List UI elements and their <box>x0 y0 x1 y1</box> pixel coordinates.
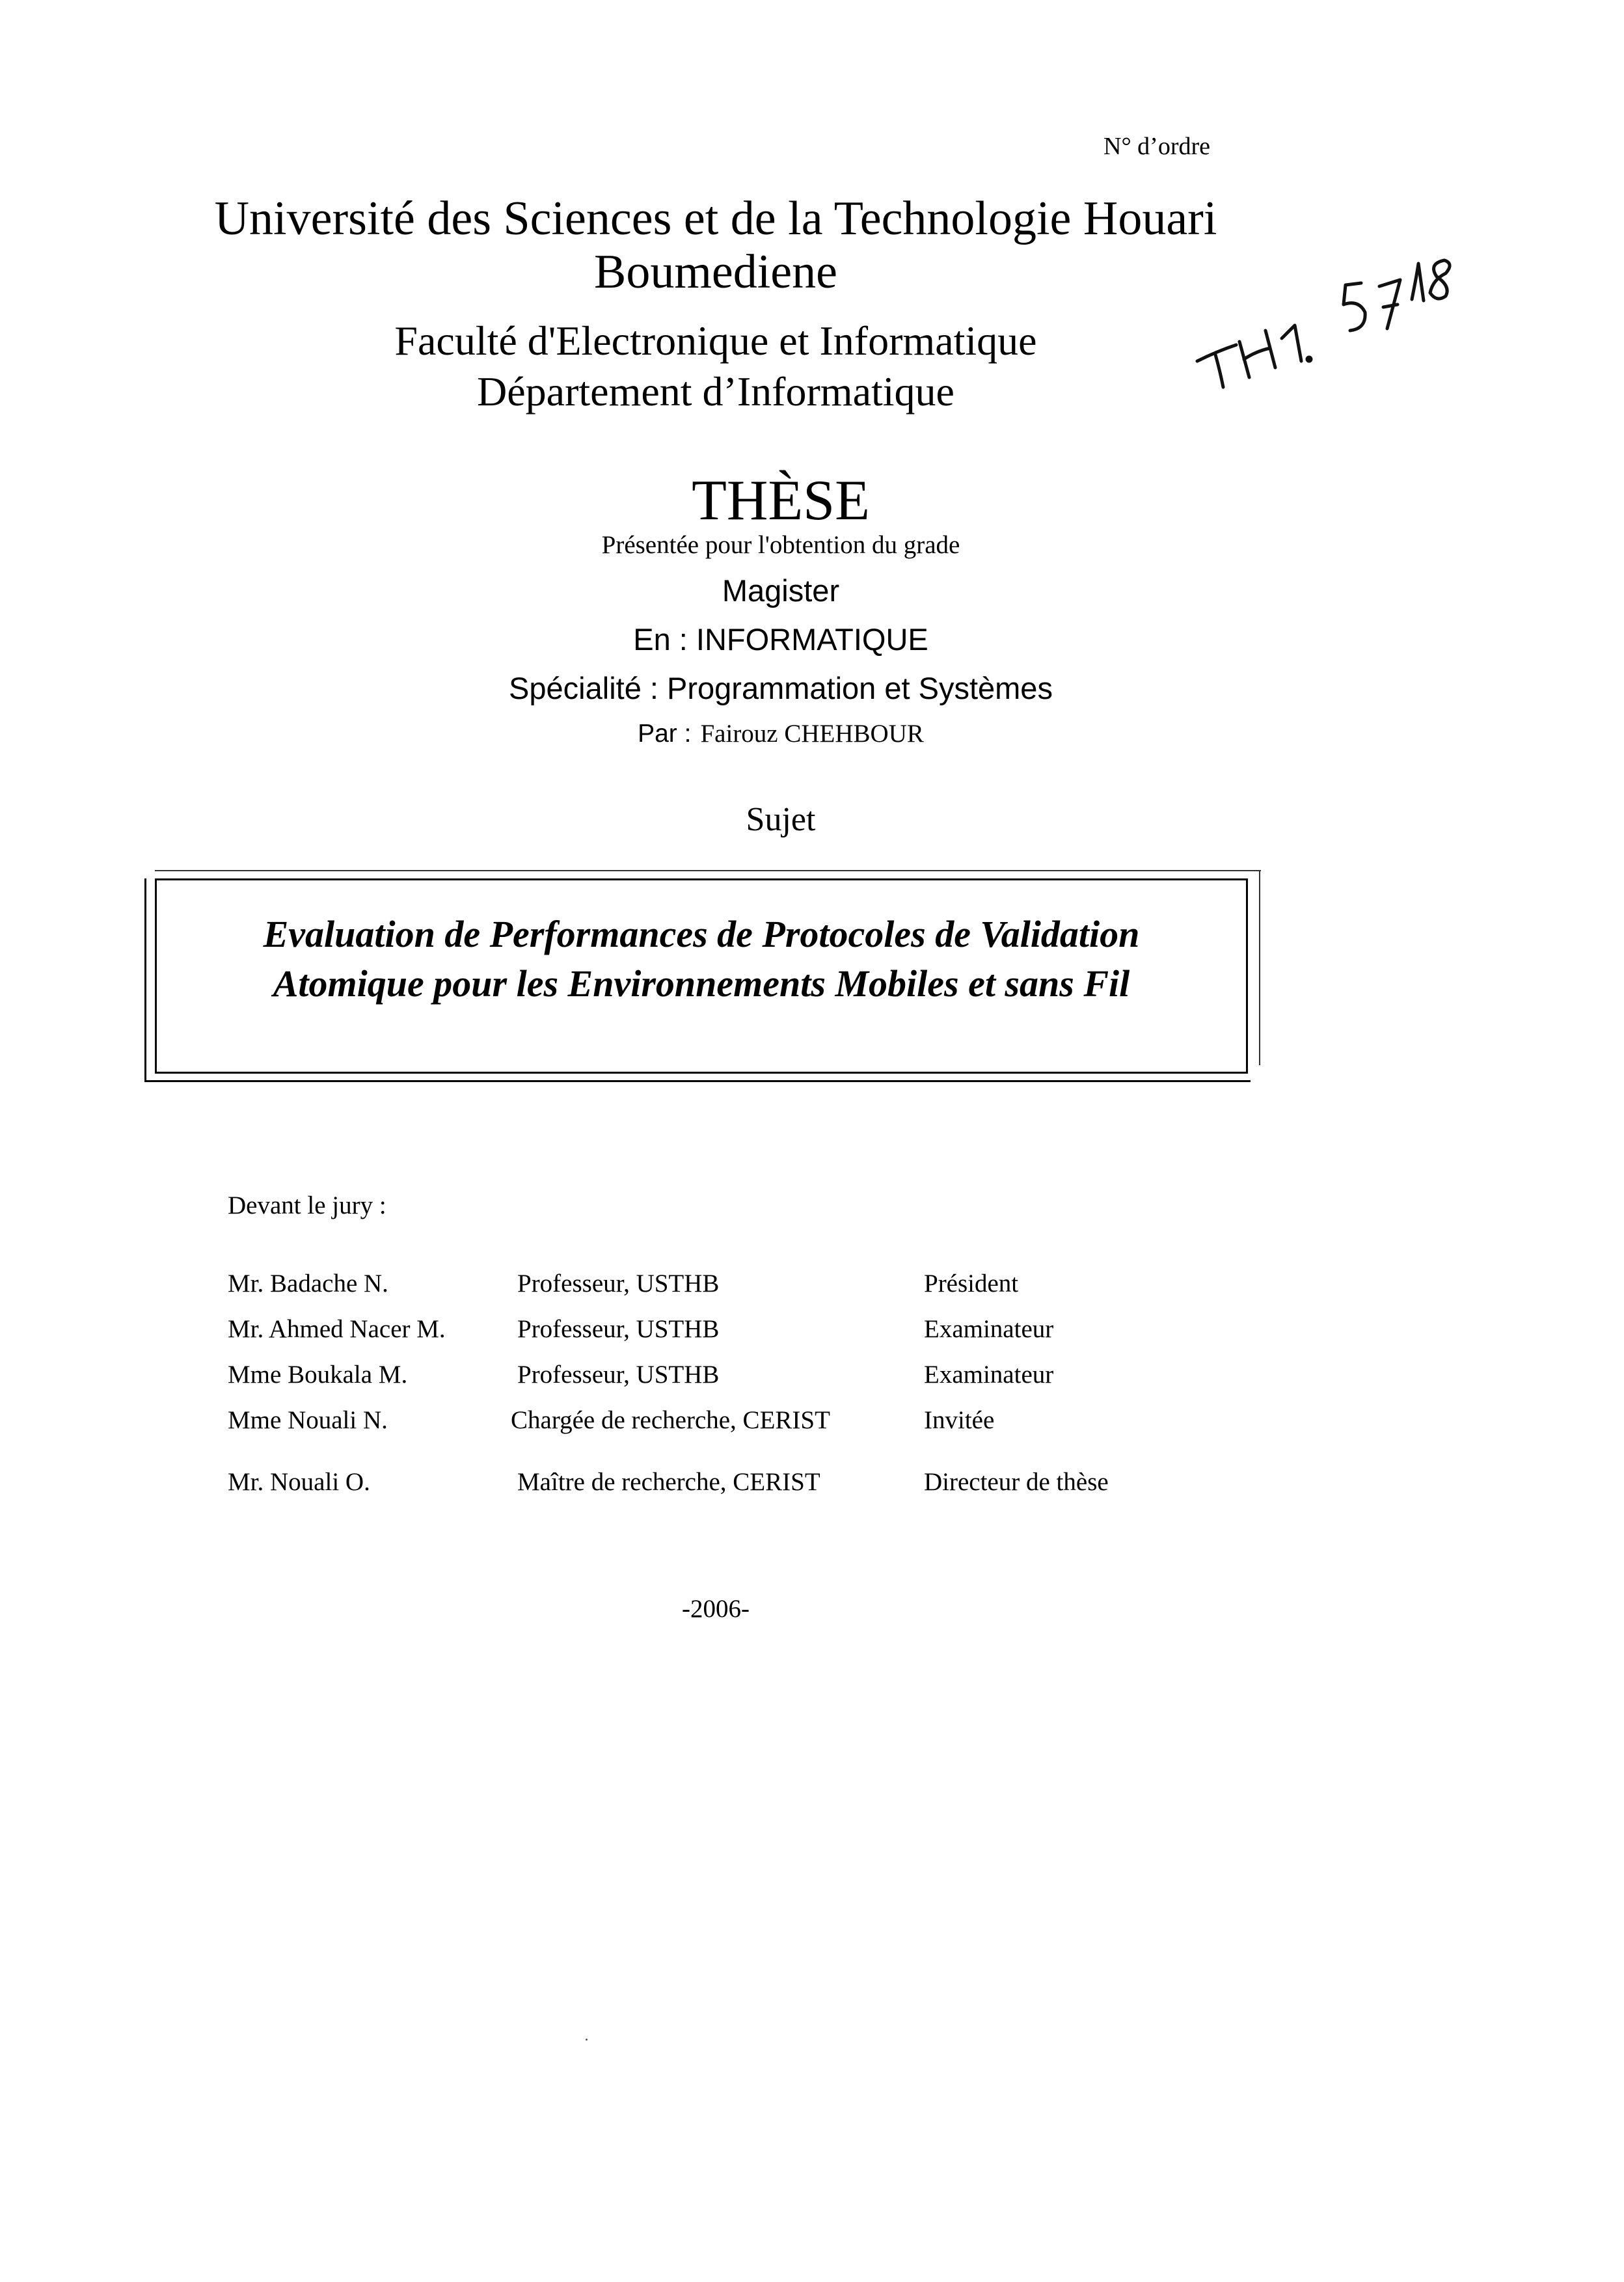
jury-member-role: Examinateur <box>924 1361 1054 1389</box>
jury-member-name: Mr. Nouali O. <box>228 1468 370 1496</box>
specialty: Spécialité : Programmation et Systèmes <box>509 671 1053 705</box>
jury-row <box>228 1314 1204 1347</box>
jury-row <box>228 1467 1204 1500</box>
thesis-year: -2006- <box>682 1595 750 1623</box>
subject-frame-top-line <box>155 870 1261 871</box>
jury-member-title: Professeur, USTHB <box>517 1315 720 1343</box>
author-line <box>390 719 1171 748</box>
subject-frame-right-line <box>1259 870 1260 1065</box>
jury-row <box>228 1406 1204 1438</box>
presented-for-text: Présentée pour l'obtention du grade <box>601 531 960 559</box>
subject-label: Sujet <box>746 801 816 838</box>
subject-frame-left-line <box>144 878 146 1081</box>
jury-member-name: Mr. Ahmed Nacer M. <box>228 1315 446 1343</box>
jury-member-name: Mr. Badache N. <box>228 1270 388 1297</box>
jury-member-title: Maître de recherche, CERIST <box>517 1468 820 1496</box>
subject-title <box>168 910 1235 1009</box>
faculty-block <box>260 316 1171 417</box>
jury-intro: Devant le jury : <box>228 1191 386 1219</box>
subject-title-line1: Evaluation de Performances de Protocoles de Validation <box>263 913 1140 955</box>
jury-member-role: Invitée <box>924 1406 995 1434</box>
jury-member-name: Mme Boukala M. <box>228 1361 408 1389</box>
author-prefix: Par : <box>638 720 692 748</box>
thesis-heading: THÈSE <box>692 469 870 532</box>
jury-member-role: Examinateur <box>924 1315 1054 1343</box>
order-number-label: N° d’ordre <box>1103 133 1210 160</box>
field-of-study: En : INFORMATIQUE <box>633 622 928 657</box>
jury-member-title: Professeur, USTHB <box>517 1361 720 1389</box>
department-name: Département d’Informatique <box>477 368 954 414</box>
faculty-name: Faculté d'Electronique et Informatique <box>394 318 1037 364</box>
jury-member-title: Professeur, USTHB <box>517 1270 720 1297</box>
jury-row <box>228 1269 1204 1301</box>
jury-member-role: Président <box>924 1270 1019 1297</box>
jury-member-title: Chargée de recherche, CERIST <box>511 1406 830 1434</box>
university-name-line1: Université des Sciences et de la Technologie Houari <box>214 192 1217 245</box>
author-name: Fairouz CHEHBOUR <box>700 720 924 748</box>
university-name <box>163 192 1269 299</box>
subject-frame-bottom-line <box>144 1080 1251 1082</box>
degree-name: Magister <box>722 573 840 608</box>
subject-title-line2: Atomique pour les Environnements Mobiles et sans Fil <box>273 962 1130 1005</box>
university-name-line2: Boumediene <box>593 245 837 299</box>
scan-speck <box>586 2039 588 2041</box>
jury-row <box>228 1360 1204 1392</box>
handwritten-annotation <box>1191 247 1477 397</box>
jury-member-role: Directeur de thèse <box>924 1468 1109 1496</box>
jury-member-name: Mme Nouali N. <box>228 1406 388 1434</box>
